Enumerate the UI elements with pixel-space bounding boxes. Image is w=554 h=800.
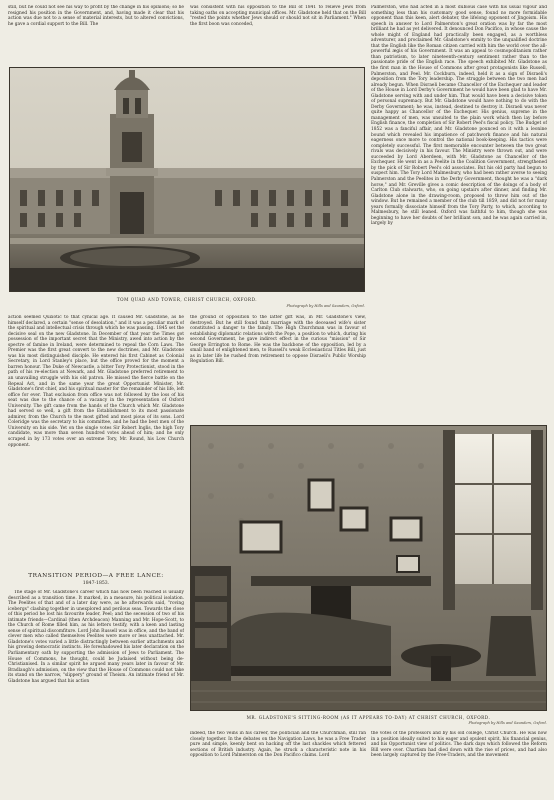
lower-left-column (8, 590, 184, 795)
mid-left-column (8, 315, 184, 569)
paragraph: Palmerston, who had acted in a most dubious case with his usual vigour and something less than his customary good sense, found no more formidable opponent than this keen, alert debater, the lifelong opponent of Jingoism. His speech in answer to Lord Palmerston's great oration was by far the most brilliant he had as yet delivered. It denounced Don Pacifico, in whose cause the whole might of England had practically been engaged, as a worthless adventurer, and proclaimed Mr. Gladstone's enmity to the unqualified doctrine that the English like the Roman citizen carried with him the world over the all-powerful ægis of his Government. It was an appeal to cosmopolitanism rather than patriotism, to later nineteenth-century sentiment rather than to the passionate pride of the English race. The speech exhibited Mr. Gladstone as the first man in the House of Commons after great protagonists like Russell, Palmerston, and Peel. Mr. Cockburn, indeed, held it as a sign of Disraeli's deposition from the Tory leadership. The struggle between the two men had already begun. When Disraeli became Chancellor of the Exchequer and leader of the House in Lord Derby's Government he would have been glad to have Mr. Gladstone serving with and under him. That would have been a decisive token of personal supremacy. But Mr. Gladstone would have nothing to do with the Derby Government; he was, instead, destined to destroy it. Disraeli was never quite happy as Chancellor of the Exchequer. His genius, supreme in the management of men, was unsuited to the plain work which then lay before English finance, the completion of Sir Robert Peel's fiscal policy. The Budget of 1852 was a fanciful affair, and Mr. Gladstone pounced on it with a leonine bound which revealed his impatience of patchwork finance and his natural eagerness once more to control the national book-keeping. His tactics were completely successful. The first memorable encounter between the two great rivals was decisively in his favour. The Ministry were thrown out, and were succeeded by Lord Aberdeen, with Mr. Gladstone as Chancellor of the Exchequer. He went in as a Peelite in the Coalition Government, strengthened by the pick of Sir Robert Peel's old associates. But his old party had begun to suspect him. The Tory Lord Malmesbury, who had been rather averse to seeing Palmerston and the Peelites in the Derby Government, thought he was a "dark horse," and Mr. Greville gives a comic description of the doings of a body of Carlton Club stalwarts, who, on going upstairs after dinner, and finding Mr. Gladstone alone in the drawing-room, proposed to throw him out of the window. But he remained a member of the club till 1859, and did not for many years formally dissociate himself from the Tory Party, to which, according to Malmesbury, he still leaned. Oxford was faithful to him, though she was beginning to have her doubts of her brilliant son, and he was again carried in, largely by (371, 5, 547, 227)
right-column (371, 5, 547, 423)
photo1-credit: Photograph by Hills and Saunders, Oxford. (286, 304, 365, 308)
paragraph: action seemed Quixotic to that cynical age. It caused Mr. Gladstone, as he himself declared, a certain "sense of desolation," and it was a peculiar mark of the spiritual and intellectual crisis through which he was passing. 1845 set the decisive seal on the new Gladstone. In December of that year the Times got possession of the important secret that the Ministry, awed into action by the spectre of famine in Ireland, were determined to repeal the Corn Laws. The Premier was the first great convert to the new doctrines, and Mr. Gladstone was his most distinguished disciple. He entered his first Cabinet as Colonial Secretary, in Lord Stanley's place, but the office proved for the moment a barren honour. The Duke of Newcastle, a bitter Tory Protectionist, stood in the path of his re-election at Newark, and Mr. Gladstone preferred retirement to an unavailing struggle with his old patron. He missed the fierce battle on the Repeal Act, and in the same year the great Opportunist Minister, Mr. Gladstone's first chief, and his spiritual master for the remainder of his life, left office for ever. That exclusion from office was not followed by the loss of his seat was due to the chance of a vacancy in the representation of Oxford University. The gift came from the hands of the Church which Mr. Gladstone had served so well, a gift from the Establishment to its most passionate admirer, from the Church to the most gifted and most pious of its sons. Lord Coleridge was the secretary to his committee, and he had the best men of the University on his side. Yet on the single votes Sir Robert Inglis, the high Tory candidate, was more than seven hundred votes ahead of him; and he only scraped in by 173 votes over an extreme Tory, Mr. Round, his Low Church opponent. (8, 315, 184, 448)
bottom-right-column (371, 731, 547, 797)
paragraph: the votes of the professors and by his old college, Christ Church. He was now in a position ideally suited to his eager and opulent spirit, his financial genius, and his Opportunist view of politics. The dark days which followed the Reform Bill were over. Chartism had died down with the rise of prices, and had also been largely captured by the Free-Traders, and the movement (371, 731, 547, 759)
tom-quad-illustration (10, 68, 365, 292)
photo2-credit: Photograph by Hills and Saunders, Oxford. (468, 721, 547, 725)
paragraph: The stage of Mr. Gladstone's career which has now been reached is usually described as a transition time. It marked, in a measure, his political isolation. The Peelites of that and of a later day were, as he afterwards said, "roving icebergs" clashing together in unexplored and perilous seas. Towards the close of this period he lost his favourite leader, Peel; and the secession of two of his intimate friends—Cardinal (then Archdeacon) Manning and Mr. Hope-Scott, to the Church of Rome filled him, as his letters testify, with a keen and lasting sense of spiritual discomfiture. Lord John Russell was in office, and the band of clever men who called themselves Peelites were more or less unattached. Mr. Gladstone's votes varied a little distractingly between earlier attachments and his growing democratic instincts. He foreshadowed his later declaration on the Parliamentary oath by supporting the admission of Jews to Parliament. The House of Commons, he thought, could be Judaised without being de-Christianised. In a similar spirit he argued many years later in favour of Mr. Bradlaugh's admission, on the view that the House of Commons could not take its stand on the narrow, "slippery" ground of Theism. An intimate friend of Mr. Gladstone has argued that his action (8, 590, 184, 684)
photo2-caption: MR. GLADSTONE'S SITTING-ROOM (AS IT APPEARS TO-DAY) AT CHRIST CHURCH, OXFORD. (246, 715, 491, 720)
tom-quad-photo (9, 67, 365, 292)
paragraph: the ground of opposition to the latter gift was, in Mr. Gladstone's view, destroyed. But he still found that marriage with the deceased wife's sister constituted a danger to the family. The High Churchman was in favour of establishing diplomatic relations with the Pope, a position to which, during his second Government, he gave indirect effect in the curious "mission" of Sir George Errington to Rome. He was the backbone of the opposition, led by a small band of enlightened men, to Russell's weak Ecclesiastical Titles Bill, just as in later life he rushed from retirement to oppose Disraeli's Public Worship Regulation Bill. (190, 315, 366, 365)
section-years: 1847-1853. (82, 581, 110, 586)
mid-middle-column (190, 315, 366, 411)
photo1-caption: TOM QUAD AND TOWER, CHRIST CHURCH, OXFORD. (116, 297, 258, 302)
paragraph: indeed, the two veins in his career, the politician and the Churchman, still ran closely together. In the debates on the Navigation Laws, he was a Free Trader pure and simple, keenly bent on hacking off the last shackles which fettered sections of British industry. Again, he struck a characteristic note in his opposition to Lord Palmerston on the Don Pacifico claims. Lord (190, 731, 366, 759)
section-heading: TRANSITION PERIOD—A FREE LANCE: (28, 573, 164, 579)
paragraph: still, but he could not see his way to profit by the change in his opinions; so he resigned his position in the Government, and, having made it clear that his action was due not to a sense of material interests, but to altered convictions, he gave a cordial support to the Bill. The (8, 5, 184, 27)
top-middle-column (190, 5, 366, 41)
sitting-room-illustration (191, 426, 547, 711)
sitting-room-photo (190, 425, 547, 711)
top-left-column (8, 5, 184, 41)
paragraph: was consistent with his opposition to the Bill of 1841 to relieve Jews from taking oaths on accepting municipal offices. Mr. Gladstone held that on the Bill "rested the points whether Jews should or should not sit in Parliament." When the first boon was conceded, (190, 5, 366, 27)
bottom-middle-column (190, 731, 366, 797)
